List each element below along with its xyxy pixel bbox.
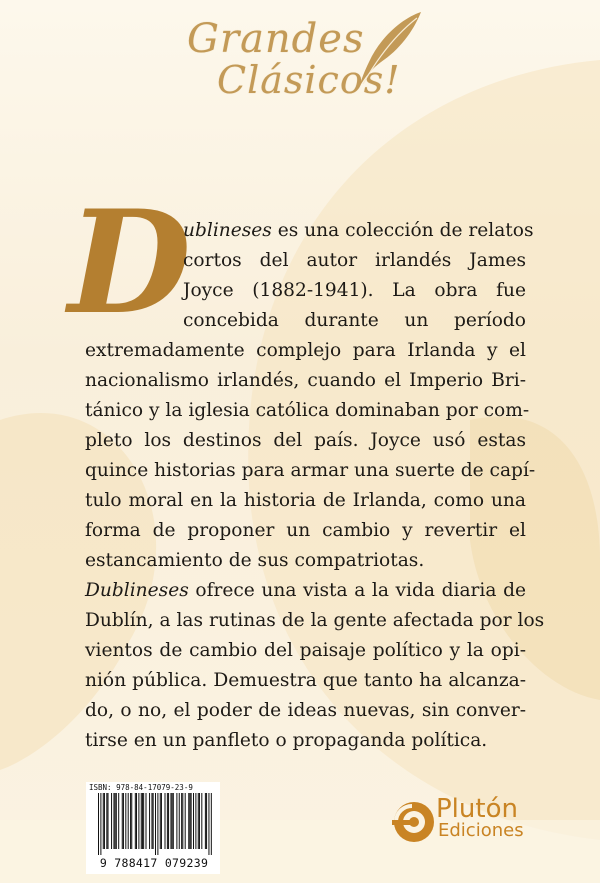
- barcode-bar: [172, 793, 173, 849]
- synopsis-line-16: nión pública. Demuestra que tanto ha alcanza-: [85, 670, 526, 691]
- barcode-bar: [201, 793, 202, 849]
- barcode-bar: [167, 793, 168, 849]
- barcode-bar: [149, 793, 150, 849]
- synopsis-line-13-text: ofrece una vista a la vida diaria de: [188, 580, 526, 601]
- barcode-bar: [122, 793, 123, 849]
- barcode-bar: [211, 793, 212, 855]
- barcode-bar: [185, 793, 186, 849]
- barcode-bar: [100, 793, 101, 855]
- barcode-bar: [151, 793, 152, 849]
- barcode-bar: [136, 793, 137, 849]
- synopsis-line-15: vientos de cambio del paisaje político y la opi-: [85, 640, 526, 661]
- title-italic: Dublineses: [85, 580, 189, 601]
- barcode-bar: [125, 793, 126, 849]
- synopsis-line-2: cortos del autor irlandés James: [183, 250, 526, 271]
- barcode-bar: [173, 793, 174, 849]
- synopsis-line-17: do, o no, el poder de ideas nuevas, sin conver-: [85, 700, 526, 721]
- barcode-bar: [108, 793, 109, 849]
- barcode-bar: [103, 793, 104, 849]
- barcode-bar: [128, 793, 129, 849]
- barcode-bar: [168, 793, 169, 849]
- barcode-bar: [143, 793, 144, 849]
- publisher-subtitle: Ediciones: [438, 820, 524, 841]
- series-logo-line-2: Clásicos!: [217, 58, 401, 102]
- barcode-bar: [165, 793, 166, 849]
- synopsis-line-4: concebida durante un período: [183, 310, 526, 331]
- isbn-label: ISBN: 978-84-17079-23-9: [89, 783, 193, 792]
- barcode-bar: [160, 793, 161, 849]
- barcode-bar: [113, 793, 114, 849]
- synopsis-line-1: [183, 219, 534, 243]
- synopsis-line-10: tulo moral en la historia de Irlanda, como una: [85, 490, 526, 511]
- synopsis-line-12: estancamiento de sus compatriotas.: [85, 550, 425, 571]
- barcode-bar: [161, 793, 162, 849]
- barcode-bar: [146, 793, 147, 849]
- barcode-bar: [131, 793, 132, 849]
- series-logo: [175, 6, 425, 136]
- synopsis-line-11: forma de proponer un cambio y revertir el: [85, 520, 526, 541]
- quill-icon: [355, 10, 425, 90]
- barcode-bar: [153, 793, 154, 849]
- synopsis-line-14: Dublín, a las rutinas de la gente afectada por los: [85, 610, 545, 631]
- barcode-bars-icon: [98, 793, 212, 855]
- synopsis-line-9: quince historias para armar una suerte de capí-: [85, 460, 536, 481]
- barcode-bar: [205, 793, 206, 849]
- synopsis-line-13: [85, 579, 526, 603]
- synopsis-line-5: extremadamente complejo para Irlanda y el: [85, 340, 526, 361]
- barcode-number: 9 788417 079239: [99, 856, 209, 870]
- barcode-bar: [141, 793, 142, 849]
- barcode-bar: [135, 793, 136, 849]
- barcode-bar: [191, 793, 192, 849]
- synopsis-line-7: tánico y la iglesia católica dominaban por com-: [85, 400, 530, 421]
- barcode-bar: [130, 793, 131, 849]
- synopsis-line-3: Joyce (1882-1941). La obra fue: [183, 280, 526, 301]
- barcode-bar: [208, 793, 209, 855]
- barcode-bar: [118, 793, 119, 849]
- synopsis-line-8: pleto los destinos del país. Joyce usó estas: [85, 430, 526, 451]
- barcode-bar: [189, 793, 190, 849]
- synopsis-line-6: nacionalismo irlandés, cuando el Imperio Bri-: [85, 370, 526, 391]
- barcode-bar: [181, 793, 182, 849]
- barcode-bar: [199, 793, 200, 849]
- barcode-bar: [193, 793, 194, 849]
- barcode-bar: [98, 793, 99, 855]
- barcode-bar: [157, 793, 158, 855]
- barcode-bar: [142, 793, 143, 849]
- barcode-bar: [138, 793, 139, 849]
- synopsis-line-1-text: es una colección de relatos: [271, 220, 534, 241]
- barcode-bar: [170, 793, 171, 849]
- synopsis-line-18: tirse en un panfleto o propaganda política.: [85, 730, 488, 751]
- pluton-logo-icon: [388, 798, 436, 846]
- barcode-bar: [115, 793, 116, 849]
- barcode-bar: [195, 793, 196, 849]
- barcode-bar: [104, 793, 105, 849]
- publisher-name: Plutón: [436, 794, 518, 824]
- isbn-barcode: [86, 782, 220, 874]
- series-logo-line-1: Grandes: [187, 16, 365, 62]
- barcode-bar: [179, 793, 180, 849]
- barcode-bar: [182, 793, 183, 849]
- barcode-bar: [106, 793, 107, 849]
- title-italic: ublineses: [183, 220, 272, 241]
- barcode-bar: [111, 793, 112, 849]
- drop-cap-letter: D: [68, 180, 192, 346]
- barcode-bar: [206, 793, 207, 849]
- barcode-bar: [123, 793, 124, 849]
- publisher-logo: [388, 790, 548, 850]
- barcode-bar: [176, 793, 177, 849]
- barcode-bar: [198, 793, 199, 849]
- barcode-bar: [188, 793, 189, 849]
- barcode-bar: [116, 793, 117, 849]
- barcode-bar: [155, 793, 156, 855]
